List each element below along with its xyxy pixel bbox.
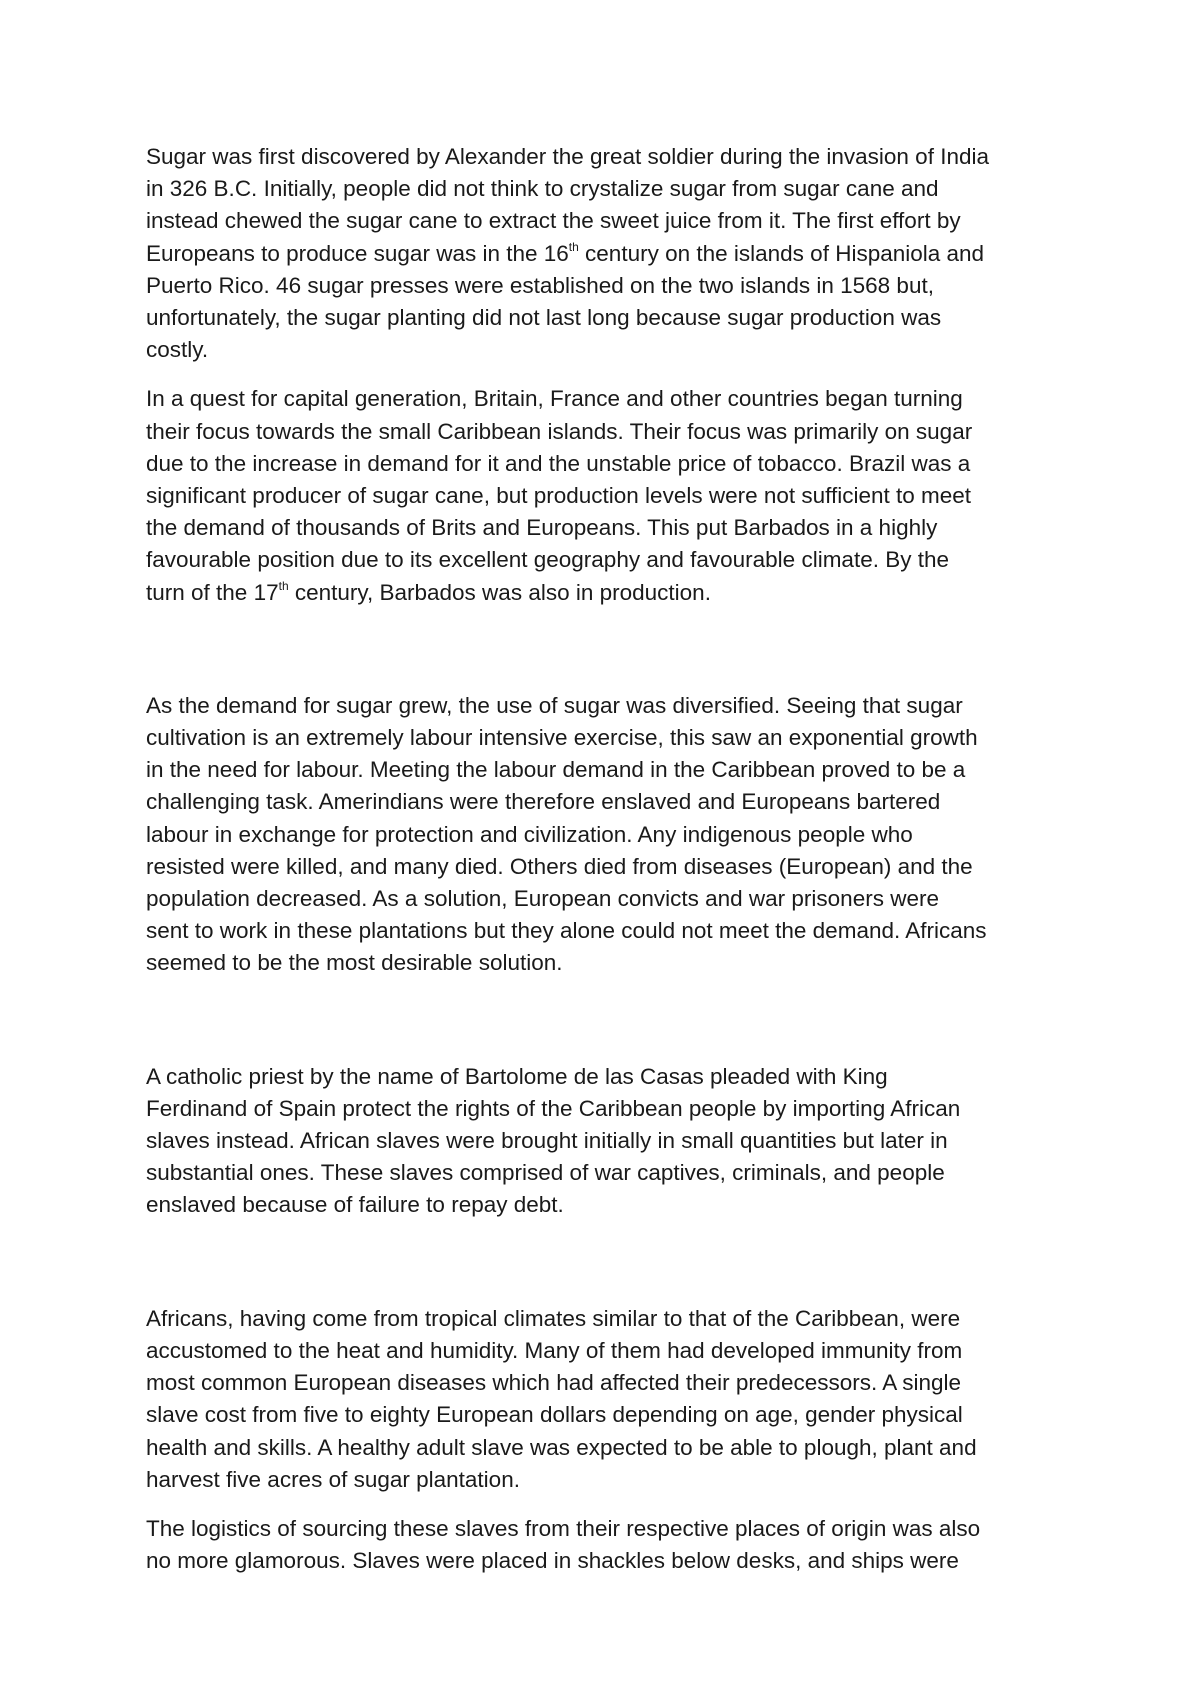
text-line: Africans, having come from tropical climates similar to that of the Caribbean, were bbox=[146, 1305, 961, 1331]
paragraph-spacing bbox=[146, 1496, 1066, 1513]
text-line: costly. bbox=[146, 337, 209, 363]
paragraph-catholic-priest bbox=[146, 1061, 1066, 1222]
paragraph-africans bbox=[146, 1303, 1066, 1496]
text-line: accustomed to the heat and humidity. Many of them had developed immunity from bbox=[146, 1337, 963, 1363]
text-line: slaves instead. African slaves were brought initially in small quantities but later in bbox=[146, 1128, 948, 1154]
text-line: unfortunately, the sugar planting did not last long because sugar production was bbox=[146, 305, 942, 331]
text-line: slave cost from five to eighty European dollars depending on age, gender physical bbox=[146, 1402, 963, 1428]
text-line: in 326 B.C. Initially, people did not think to crystalize sugar from sugar cane and bbox=[146, 176, 939, 202]
text-line: due to the increase in demand for it and the unstable price of tobacco. Brazil was a bbox=[146, 450, 971, 476]
text-line: significant producer of sugar cane, but production levels were not sufficient to meet bbox=[146, 483, 972, 509]
text-line: The logistics of sourcing these slaves from their respective places of origin was also bbox=[146, 1515, 981, 1541]
text-line: health and skills. A healthy adult slave was expected to be able to plough, plant and bbox=[146, 1434, 977, 1460]
text-line: Europeans to produce sugar was in the 16th century on the islands of Hispaniola and bbox=[146, 240, 985, 266]
text-line: seemed to be the most desirable solution. bbox=[146, 950, 563, 976]
paragraph-capital-generation bbox=[146, 383, 1066, 608]
text-line: most common European diseases which had affected their predecessors. A single bbox=[146, 1370, 962, 1396]
text-line: no more glamorous. Slaves were placed in shackles below desks, and ships were bbox=[146, 1548, 959, 1574]
text-line: challenging task. Amerindians were therefore enslaved and Europeans bartered bbox=[146, 789, 941, 815]
text-line: A catholic priest by the name of Bartolome de las Casas pleaded with King bbox=[146, 1063, 888, 1089]
text-line: cultivation is an extremely labour intensive exercise, this saw an exponential growth bbox=[146, 725, 978, 751]
superscript-ordinal: th bbox=[278, 579, 289, 594]
text-line: in the need for labour. Meeting the labour demand in the Caribbean proved to be a bbox=[146, 757, 966, 783]
text-line: harvest five acres of sugar plantation. bbox=[146, 1466, 520, 1492]
superscript-ordinal: th bbox=[568, 240, 579, 255]
text-line: Ferdinand of Spain protect the rights of the Caribbean people by importing African bbox=[146, 1095, 961, 1121]
text-line: labour in exchange for protection and civilization. Any indigenous people who bbox=[146, 821, 913, 847]
text-line: Sugar was first discovered by Alexander the great soldier during the invasion of India bbox=[146, 144, 989, 169]
text-line: substantial ones. These slaves comprised of war captives, criminals, and people bbox=[146, 1160, 945, 1186]
text-line: As the demand for sugar grew, the use of sugar was diversified. Seeing that sugar bbox=[146, 692, 963, 718]
paragraph-spacing bbox=[146, 980, 1066, 1061]
paragraph-spacing bbox=[146, 609, 1066, 690]
text-line: favourable position due to its excellent geography and favourable climate. By the bbox=[146, 547, 950, 573]
text-line: their focus towards the small Caribbean islands. Their focus was primarily on sugar bbox=[146, 418, 973, 444]
text-line: enslaved because of failure to repay debt. bbox=[146, 1192, 564, 1218]
paragraph-logistics bbox=[146, 1513, 1066, 1577]
text-line: In a quest for capital generation, Britain, France and other countries began turning bbox=[146, 386, 963, 412]
text-line: instead chewed the sugar cane to extract the sweet juice from it. The first effort by bbox=[146, 208, 961, 234]
paragraph-sugar-discovery bbox=[146, 141, 1066, 366]
text-line: sent to work in these plantations but they alone could not meet the demand. Africans bbox=[146, 918, 987, 944]
paragraph-labour-demand bbox=[146, 690, 1066, 980]
text-line: population decreased. As a solution, European convicts and war prisoners were bbox=[146, 886, 939, 912]
text-line: Puerto Rico. 46 sugar presses were established on the two islands in 1568 but, bbox=[146, 272, 934, 298]
text-line: the demand of thousands of Brits and Europeans. This put Barbados in a highly bbox=[146, 515, 938, 541]
text-line: resisted were killed, and many died. Others died from diseases (European) and the bbox=[146, 853, 973, 879]
paragraph-spacing bbox=[146, 1222, 1066, 1303]
text-line: turn of the 17th century, Barbados was also in production. bbox=[146, 579, 711, 605]
paragraph-spacing bbox=[146, 366, 1066, 383]
